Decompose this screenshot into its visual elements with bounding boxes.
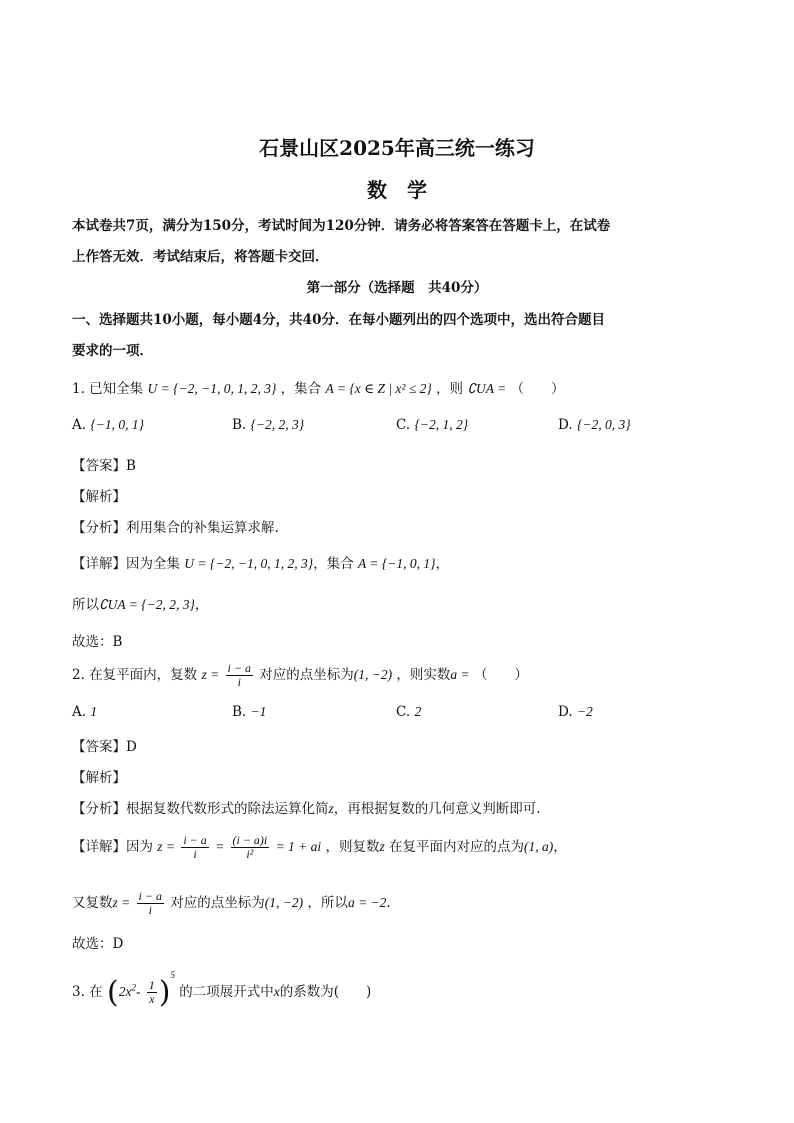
q1-option-c: C. {−2, 1, 2} — [396, 417, 469, 433]
q2-stem: 2. 在复平面内，复数 z = $\frac{i - a}{i}$ 对应的点坐标为(1, −2) ，则实数a = （ ） — [72, 661, 528, 689]
q1-analysis-tag: 【解析】 — [72, 489, 126, 505]
q1-universal-set: U = {−2, −1, 0, 1, 2, 3} — [147, 381, 277, 396]
q1-option-a: A. {−1, 0, 1} — [72, 417, 145, 433]
q2-answer: 【答案】D — [72, 739, 137, 755]
q2-fenxi: 【分析】根据复数代数形式的除法运算化简z，再根据复数的几何意义判断即可. — [72, 801, 541, 817]
exam-title: 石景山区2025年高三统一练习 — [259, 136, 535, 160]
q1-detail: 【详解】因为全集 U = {−2, −1, 0, 1, 2, 3}，集合 A = {−1, 0, 1}， — [72, 556, 450, 572]
q2-analysis-tag: 【解析】 — [72, 770, 126, 786]
q1-choose: 故选：B — [72, 634, 123, 650]
q2-option-a: A. 1 — [72, 704, 98, 720]
q1-end: ，则 — [436, 381, 464, 397]
instructions-line-1: 本试卷共7页，满分为150分，考试时间为120分钟．请务必将答案答在答题卡上，在试卷 — [72, 218, 611, 234]
q1-option-b: B. {−2, 2, 3} — [232, 417, 305, 433]
q2-fraction: $\frac{i - a}{i}$ — [227, 661, 251, 689]
q1-so: 所以∁UA = {−2, 2, 3}， — [72, 597, 209, 613]
q2-option-c: C. 2 — [396, 704, 422, 720]
section-line-2: 要求的一项． — [72, 343, 153, 359]
part1-heading: 第一部分（选择题 共40分） — [306, 280, 488, 296]
q1-mid: ，集合 — [280, 381, 322, 397]
q1-blank: （ ） — [510, 381, 565, 397]
subject-title: 数 学 — [367, 178, 427, 202]
q2-detail: 【详解】因为 z = $\frac{i - a}{i}$ = $\frac{(i - a)i}{\text{i²}}$ = 1 + ai ，则复数z 在复平面内对应的点为(1, a)， — [72, 833, 567, 861]
q2-option-d: D. −2 — [558, 704, 593, 720]
section-line-1: 一、选择题共10小题，每小题4分，共40分．在每小题列出的四个选项中，选出符合题目 — [72, 312, 605, 328]
q2-option-b: B. −1 — [232, 704, 267, 720]
q1-complement: ∁UA = — [467, 381, 507, 396]
q2-again: 又复数z = $\frac{i - a}{i}$ 对应的点坐标为(1, −2) ，所以a = −2. — [72, 889, 391, 917]
q3-stem: 3. 在 ($2x^2-$ $\frac{1}{x}$ )$^5$ 的二项展开式中x的系数为( ) — [72, 970, 372, 1010]
q1-option-d: D. {−2, 0, 3} — [558, 417, 631, 433]
instructions-line-2: 上作答无效．考试结束后，将答题卡交回． — [72, 249, 329, 265]
q2-choose: 故选：D — [72, 936, 124, 952]
q1-lead: 1. 已知全集 — [72, 381, 144, 397]
q1-set-a: A = {x ∈ Z | x² ≤ 2} — [325, 381, 432, 396]
q1-stem — [72, 377, 564, 397]
q1-answer: 【答案】B — [72, 458, 136, 474]
q1-fenxi: 【分析】利用集合的补集运算求解. — [72, 520, 279, 536]
